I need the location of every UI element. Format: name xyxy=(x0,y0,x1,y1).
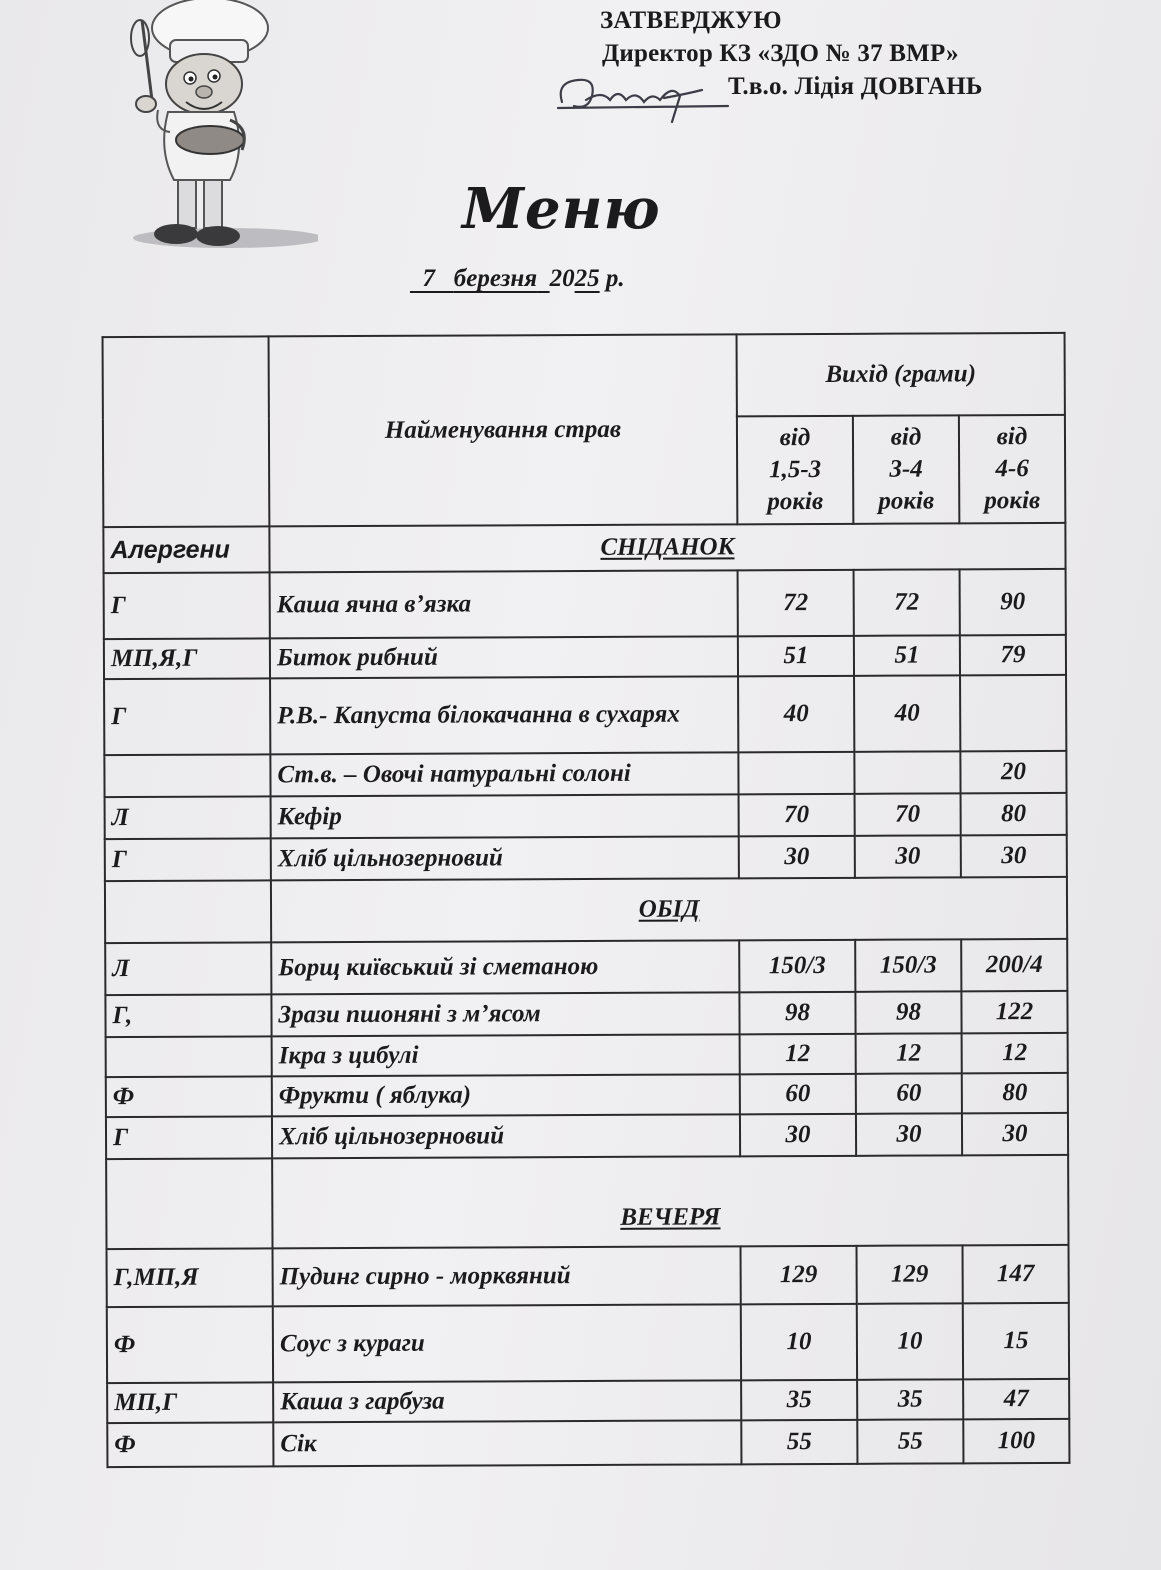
date-year-end: 25 xyxy=(574,265,600,292)
date-month: березня xyxy=(453,265,538,292)
table-row: Ст.в. – Овочі натуральні солоні 20 xyxy=(104,751,1066,797)
header-empty-cell xyxy=(103,336,270,527)
table-row: Г, Зрази пшоняні з м’ясом 98 98 122 xyxy=(105,991,1067,1037)
header-output: Вихід (грами) xyxy=(737,333,1065,416)
section-title: ОБІД xyxy=(271,877,1067,942)
approval-director: Директор КЗ «ЗДО № 37 ВМР» xyxy=(602,40,959,67)
table-row: Л Кефір 70 70 80 xyxy=(105,793,1067,839)
table-row: МП,Г Каша з гарбуза 35 35 47 xyxy=(107,1379,1069,1423)
approval-heading: ЗАТВЕРДЖУЮ xyxy=(600,7,782,34)
table-row: Ф Фрукти ( яблука) 60 60 80 xyxy=(106,1073,1068,1117)
header-age-2: від 3-4 років xyxy=(853,415,959,523)
table-row: Г Каша ячна в’язка 72 72 90 xyxy=(104,569,1066,639)
approval-signatory: Т.в.о. Лідія ДОВГАНЬ xyxy=(728,73,983,100)
table-row: Ф Соус з кураги 10 10 15 xyxy=(107,1303,1069,1383)
date-year-start: 20 xyxy=(549,265,575,292)
table-row: Г Хліб цільнозерновий 30 30 30 xyxy=(106,1113,1068,1159)
date-suffix: р. xyxy=(605,265,625,292)
section-empty-cell xyxy=(105,880,271,943)
header-age-3: від 4-6 років xyxy=(959,415,1065,523)
allergens-label: Алергени xyxy=(103,526,269,573)
table-row: Г,МП,Я Пудинг сирно - морквяний 129 129 147 xyxy=(107,1245,1069,1307)
menu-table xyxy=(102,332,1071,1468)
header-age-1: від 1,5-3 років xyxy=(737,416,853,525)
page-title: Меню xyxy=(462,176,661,242)
signature xyxy=(552,62,732,134)
table-row: Г Р.В.- Капуста білокачанна в сухарях 40 40 xyxy=(104,675,1066,755)
section-empty-cell xyxy=(106,1158,272,1249)
table-row: Ф Сік 55 55 100 xyxy=(107,1419,1069,1467)
date-day: 7 xyxy=(422,265,435,292)
section-title: СНІДАНОК xyxy=(269,523,1065,572)
chef-illustration xyxy=(118,0,318,258)
header-dish-name: Найменування страв xyxy=(269,334,738,526)
table-row: Л Борщ київський зі сметаною 150/3 150/3 200/4 xyxy=(105,939,1067,995)
section-title: ВЕЧЕРЯ xyxy=(272,1155,1068,1248)
table-row: МП,Я,Г Биток рибний 51 51 79 xyxy=(104,635,1066,679)
table-row: Ікра з цибулі 12 12 12 xyxy=(106,1033,1068,1077)
table-row: Г Хліб цільнозерновий 30 30 30 xyxy=(105,835,1067,881)
menu-date xyxy=(410,265,740,293)
